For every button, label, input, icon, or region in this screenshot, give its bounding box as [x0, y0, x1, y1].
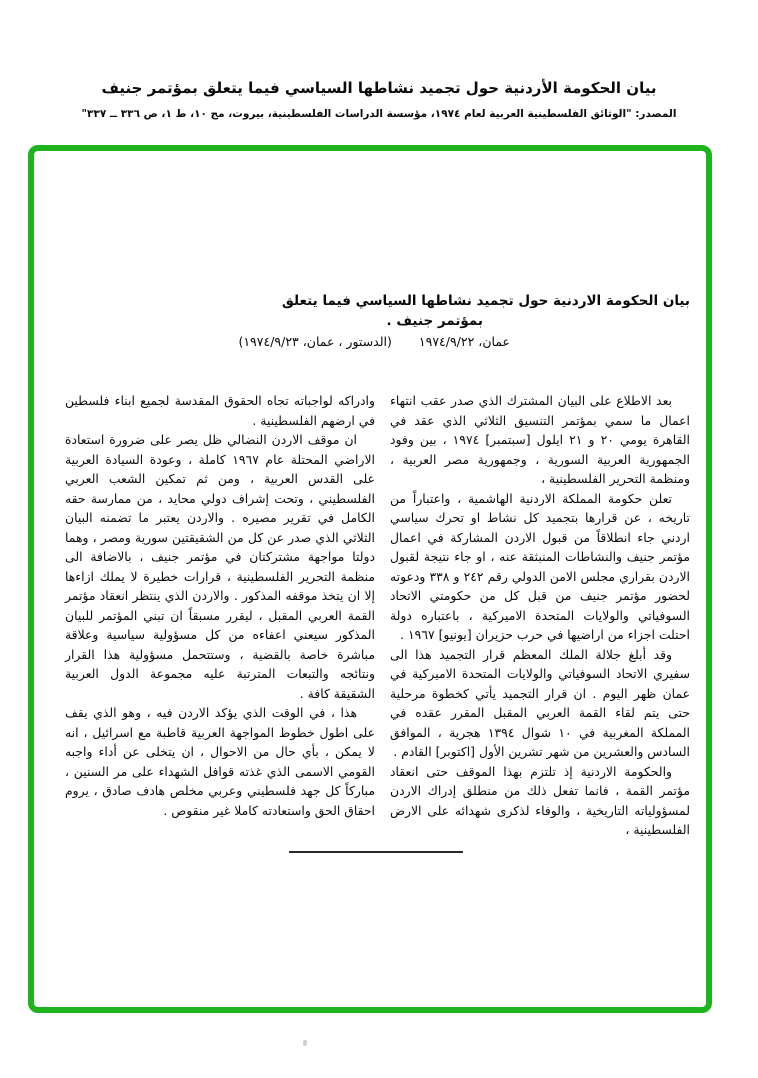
dateline-place-date: عمان، ١٩٧٤/٩/٢٢: [418, 334, 510, 349]
source-citation: المصدر: "الوثائق الفلسطينية العربية لعام ١٩٧٤، مؤسسة الدراسات الفلسطينية، بيروت، مج ١٠، ط ١، ص ٣٣٦ ــ ٣٣٧": [81, 108, 677, 120]
paragraph: والحكومة الاردنية إذ تلتزم بهذا الموقف حتى انعقاد مؤتمر القمة ، فانما تفعل ذلك من منطلق إدراك الاردن لمسؤولياته التاريخية ، والوفاء لذكرى شهدائه على الارض الفلسطينية ،: [390, 763, 690, 837]
paragraph: بعد الاطلاع على البيان المشترك الذي صدر عقب انتهاء اعمال ما سمي بمؤتمر التنسيق الثلاثي الذي عقد في القاهرة يومي ٢٠ و ٢١ ايلول [سبتمبر] ١٩٧٤ ، بين وفود الجمهورية العربية السورية ، وجمهورية مصر العربية ، ومنظمة التحرير الفلسطينية ،: [390, 393, 690, 486]
dateline-attribution: (الدستور ، عمان، ١٩٧٤/٩/٢٣): [238, 334, 392, 349]
paragraph: وادراكه لواجباته تجاه الحقوق المقدسة لجميع ابناء فلسطين في ارضهم الفلسطينية .: [65, 393, 375, 428]
document-green-frame: [28, 145, 712, 1013]
paragraph: هذا ، في الوقت الذي يؤكد الاردن فيه ، وهو الذي يقف على اطول خطوط المواجهة العربية قاطبة مع اسرائيل ، انه لا يمكن ، بأي حال من الاحوال ، ان يتخلى عن أداء واجبه القومي الاسمى الذي غذته قوافل الشهداء على مر السنين ، مباركاً كل جهد فلسطيني وعربي مخلص هادف صادق ، يروم احقاق الحق واستعادته كاملا غير منقوص .: [65, 705, 375, 818]
body-columns: [65, 391, 690, 840]
paragraph: وقد أبلغ جلالة الملك المعظم قرار التجميد هذا الى سفيري الاتحاد السوفياتي والولايات المتحدة الاميركية في عمان ظهر اليوم . ان قرار التجميد يأتي كخطوة مرحلية حتى يتم لقاء القمة العربي المقبل المقرر عقده في المملكة المغربية في ١٠ شوال ١٣٩٤ هجرية ، الموافق السادس والعشرين من شهر تشرين الأول [اكتوبر] القادم .: [390, 646, 690, 759]
document-title: [210, 291, 690, 331]
column-left: [65, 391, 375, 820]
dateline: [238, 334, 510, 349]
column-right: [390, 391, 690, 840]
end-divider-rule: [289, 851, 463, 853]
document-title-line2: بمؤتمر جنيف .: [386, 313, 483, 329]
paragraph: ان موقف الاردن النضالي ظل يصر على ضرورة استعادة الاراضي المحتلة عام ١٩٦٧ كاملة ، وعودة السيادة العربية على القدس العربية ، ومن ثم تمكين الشعب العربي الفلسطيني ، وتحت إشراف دولي محايد ، من ممارسة حقه الكامل في تقرير مصيره . والاردن يعتبر ما تضمنه البيان الثلاثي الذي صدر عن كل من الشقيقتين سورية ومصر ، وهما دولتا مواجهة مشتركتان في مؤتمر جنيف ، بالاضافة الى منظمة التحرير الفلسطينية ، قرارات خطيرة لا يملك ازاءها إلا ان يتخذ موقفه المذكور . والاردن الذي ينتظر انعقاد مؤتمر القمة العربي المقبل ، ليقرر مسبقاً ان تبني المؤتمر للبيان المذكور سيعني اعفاءه من كل مسؤولية سياسية وعلاقة مباشرة خاصة بالقضية ، وستتحمل مسؤولية هذا القرار ونتائجه والتبعات المترتبة عليه مجموعة الدول العربية الشقيقة كافة .: [65, 432, 375, 701]
document-title-line1: بيان الحكومة الاردنية حول تجميد نشاطها السياسي فيما يتعلق: [281, 293, 690, 309]
scan-speck-artifact: [303, 1040, 307, 1046]
paragraph: تعلن حكومة المملكة الاردنية الهاشمية ، واعتباراً من تاريخه ، عن قرارها بتجميد كل نشاط او تحرك سياسي اردني جاء انطلاقاً من قبول الاردن المشاركة في اعمال مؤتمر جنيف والنشاطات المنبثقة عنه ، او جاء نتيجة لقبول الاردن بقراري مجلس الامن الدولي رقم ٢٤٢ و ٣٣٨ ودعوته لحضور مؤتمر جنيف من قبل كل من حكومتي الاتحاد السوفياتي والولايات المتحدة الاميركية ، باعتباره دولة احتلت اجزاء من اراضيها في حرب حزيران [يونيو] ١٩٦٧ .: [390, 490, 690, 642]
page-title: بيان الحكومة الأردنية حول تجميد نشاطها السياسي فيما يتعلق بمؤتمر جنيف: [101, 79, 657, 97]
